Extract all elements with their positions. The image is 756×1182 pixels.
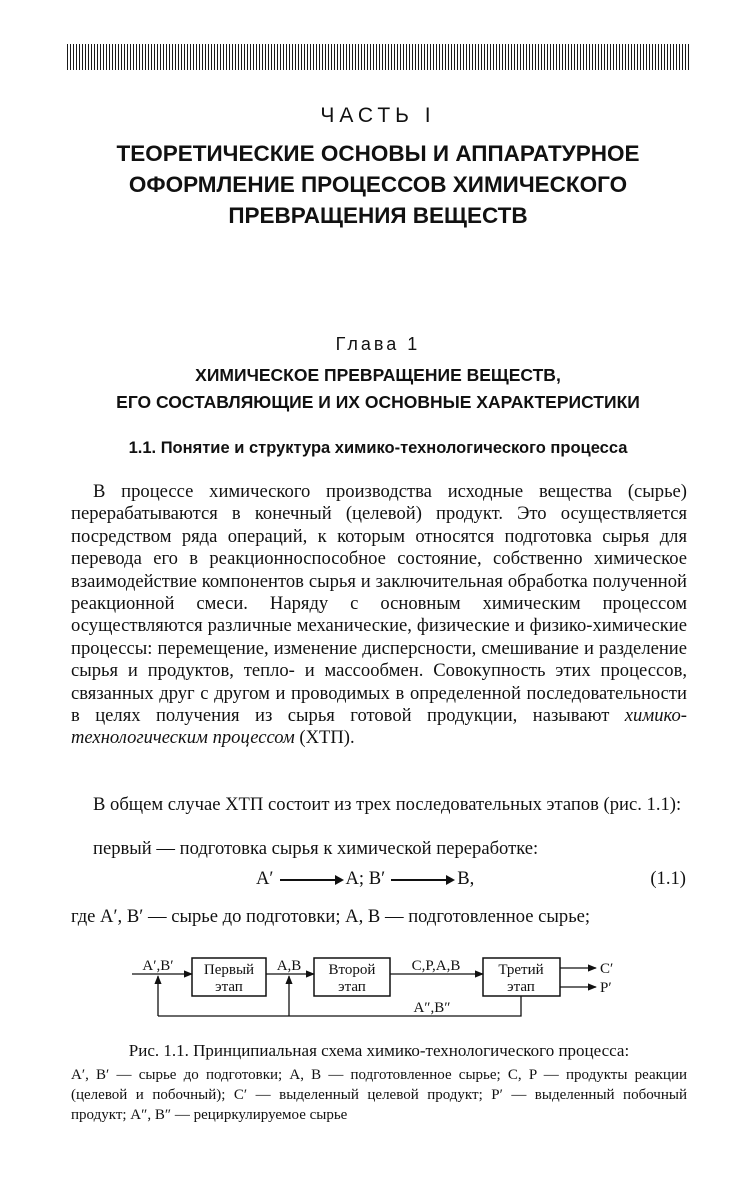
- formula-term-b: B,: [457, 868, 475, 889]
- chapter-title-line: ХИМИЧЕСКОЕ ПРЕВРАЩЕНИЕ ВЕЩЕСТВ,: [195, 365, 561, 385]
- paragraph-1-text: В процессе химического производства исходные вещества (сырье) перерабатываются в конечный (целевой) продукт. Это осуществляется посредством ряда операций, к которым относятся подготовка сырья для перевода его в реакционноспособное состояние, собственно химическое взаимодействие компонентов сырья и заключительная обработка полученной реакционной смеси. Наряду с основным химическим процессом осуществляются различные механические, физические и физико-химические процессы: перемещение, изменение дисперсности, смешивание и разделение сырья и продуктов, тепло- и массообмен. Совокупность этих процессов, связанных друг с другом и проводимых в определенной последовательности в целях получения из сырья готовой продукции, называют: [71, 481, 687, 727]
- chapter-label: Глава 1: [335, 334, 421, 354]
- paragraph-2: В общем случае ХТП состоит из трех последовательных этапов (рис. 1.1):: [93, 794, 682, 815]
- output-p-label: P′: [600, 980, 612, 996]
- stage-1-sublabel: этап: [215, 979, 243, 995]
- right-arrow-icon: [391, 879, 453, 881]
- figure-legend: A′, B′ — сырье до подготовки; A, B — подготовленное сырье; C, P — продукты реакции (целевой и побочный); C′ — выделенный целевой продукт; P′ — выделенный побочный продукт; A″, B″ — рециркулируемое сырье: [71, 1067, 687, 1123]
- recycle-label: A″,B″: [413, 1000, 451, 1016]
- input-label: A′,B′: [142, 958, 174, 974]
- formula-term-a-prime: A′: [256, 868, 274, 889]
- part-label: ЧАСТЬ I: [320, 104, 436, 127]
- figure-caption: Рис. 1.1. Принципиальная схема химико-технологического процесса:: [128, 1041, 630, 1060]
- term-htp: химико-технологическим процессом: [71, 705, 687, 749]
- paragraph-1-end: (ХТП).: [299, 727, 355, 749]
- cpab-label: C,P,A,B: [411, 958, 461, 974]
- paragraph-1: [71, 481, 687, 750]
- formula-1-1: [256, 868, 686, 894]
- stage-2-sublabel: этап: [338, 979, 366, 995]
- header-hatch-band: [67, 44, 689, 70]
- ab-label: A,B: [276, 958, 302, 974]
- formula-number: (1.1): [650, 868, 686, 889]
- stage-3-label: Третий: [498, 962, 544, 978]
- recycle-line: [158, 996, 521, 1016]
- right-arrow-icon: [280, 879, 342, 881]
- stage-2-label: Второй: [328, 962, 376, 978]
- part-title-line: ПРЕВРАЩЕНИЯ ВЕЩЕСТВ: [228, 203, 528, 228]
- formula-expression: [256, 868, 474, 890]
- chapter-title: [40, 362, 716, 416]
- paragraph-4: где A′, B′ — сырье до подготовки; A, B — подготовленное сырье;: [71, 906, 591, 927]
- chapter-title-line: ЕГО СОСТАВЛЯЮЩИЕ И ИХ ОСНОВНЫЕ ХАРАКТЕРИСТИКИ: [116, 392, 640, 412]
- part-title: [60, 138, 696, 231]
- part-title-line: ОФОРМЛЕНИЕ ПРОЦЕССОВ ХИМИЧЕСКОГО: [128, 172, 628, 197]
- stage-3-sublabel: этап: [507, 979, 535, 995]
- part-title-line: ТЕОРЕТИЧЕСКИЕ ОСНОВЫ И АППАРАТУРНОЕ: [116, 141, 640, 166]
- paragraph-3: первый — подготовка сырья к химической переработке:: [93, 838, 539, 859]
- section-title: 1.1. Понятие и структура химико-технологического процесса: [128, 439, 628, 457]
- process-flow-diagram: [0, 940, 756, 1030]
- stage-1-label: Первый: [203, 962, 255, 978]
- output-c-label: C′: [600, 961, 614, 977]
- formula-term-a-b-prime: A; B′: [345, 868, 386, 889]
